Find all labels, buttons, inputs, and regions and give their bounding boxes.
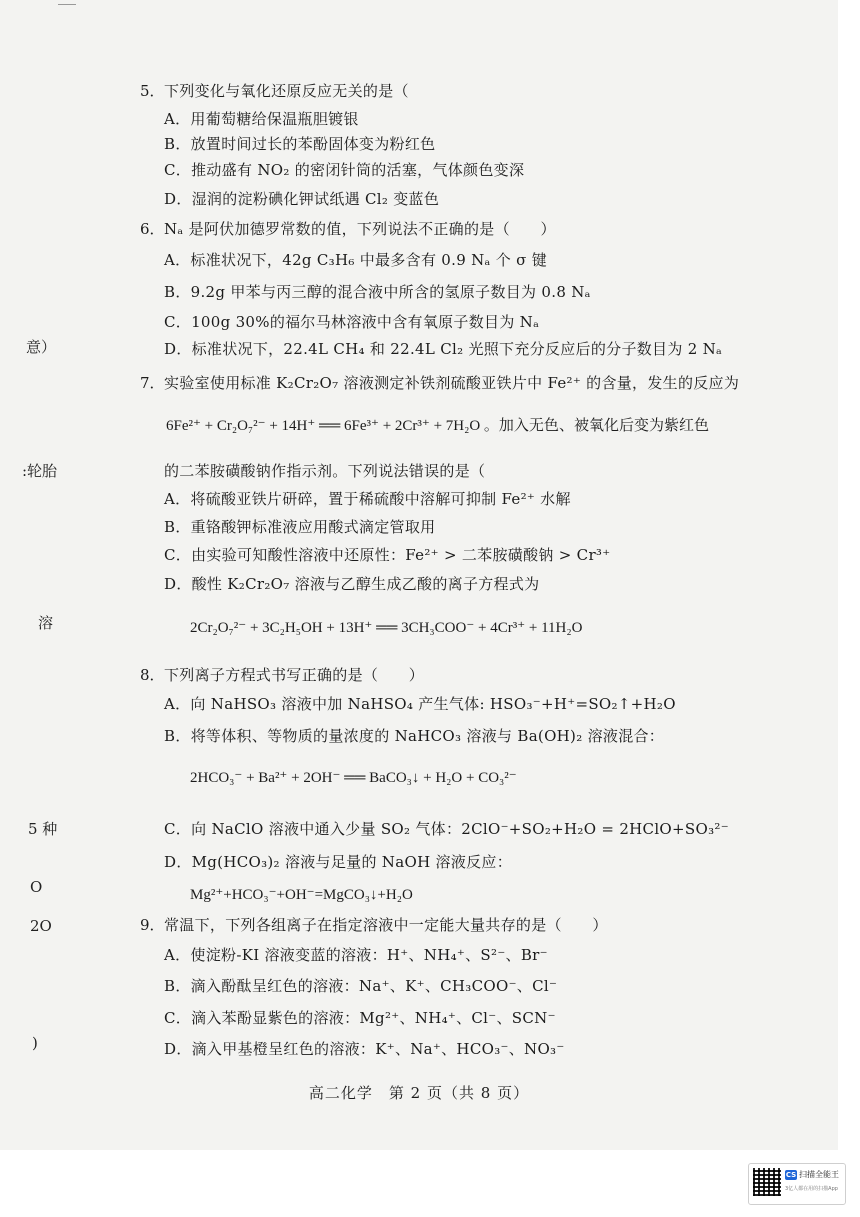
option-d: D．标准状况下，22.4L CH₄ 和 22.4L Cl₂ 光照下充分反应后的分子数目为 2 Nₐ [164,340,723,358]
option-a: A．将硫酸亚铁片研碎，置于稀硫酸中溶解可抑制 Fe²⁺ 水解 [164,490,571,508]
equation: 6Fe²⁺ + Cr₂O₇²⁻ + 14H⁺ ══ 6Fe³⁺ + 2Cr³⁺ + 7H₂O 。加入无色、被氧化后变为紫红色 [166,418,709,434]
option-d: D．Mg(HCO₃)₂ 溶液与足量的 NaOH 溶液反应： [164,853,513,871]
option-d: D．酸性 K₂Cr₂O₇ 溶液与乙醇生成乙酸的离子方程式为 [164,575,540,593]
question-text: 下列变化与氧化还原反应无关的是（ [164,82,409,100]
option-b: B．9.2g 甲苯与丙三醇的混合液中所含的氢原子数目为 0.8 Nₐ [164,283,591,301]
option-b: B．滴入酚酞呈红色的溶液：Na⁺、K⁺、CH₃COO⁻、Cl⁻ [164,977,558,995]
scan-artifact-line [58,4,76,5]
question-text: Nₐ 是阿伏加德罗常数的值，下列说法不正确的是（ ） [164,220,556,238]
scanner-title: 扫描全能王 [799,1170,839,1179]
option-a: A．使淀粉-KI 溶液变蓝的溶液：H⁺、NH₄⁺、S²⁻、Br⁻ [164,946,548,964]
option-b: B．重铬酸钾标准液应用酸式滴定管取用 [164,518,436,536]
question-text: 常温下，下列各组离子在指定溶液中一定能大量共存的是（ ） [164,916,608,934]
equation: 2Cr₂O₇²⁻ + 3C₂H₅OH + 13H⁺ ══ 3CH₃COO⁻ + 4Cr³⁺ + 11H₂O [190,620,583,636]
option-c: C．向 NaClO 溶液中通入少量 SO₂ 气体：2ClO⁻+SO₂+H₂O = 2HClO+SO₃²⁻ [164,820,729,838]
option-a: A．向 NaHSO₃ 溶液中加 NaHSO₄ 产生气体: HSO₃⁻+H⁺=SO₂↑+H₂O [164,695,676,713]
margin-fragment: 2O [30,917,52,935]
equation: 2HCO₃⁻ + Ba²⁺ + 2OH⁻ ══ BaCO₃↓ + H₂O + CO₃²⁻ [190,770,517,786]
option-a: A．用葡萄糖给保温瓶胆镀银 [164,110,359,128]
option-c: C．滴入苯酚显紫色的溶液：Mg²⁺、NH₄⁺、Cl⁻、SCN⁻ [164,1009,556,1027]
option-a: A．标准状况下，42g C₃H₆ 中最多含有 0.9 Nₐ 个 σ 键 [164,251,547,269]
scanner-subtitle: 3亿人都在用的扫描App [785,1186,838,1192]
margin-fragment: ) [32,1034,38,1052]
option-c: C．100g 30%的福尔马林溶液中含有氧原子数目为 Nₐ [164,313,540,331]
margin-fragment: 溶 [38,614,54,632]
option-b: B．将等体积、等物质的量浓度的 NaHCO₃ 溶液与 Ba(OH)₂ 溶液混合： [164,727,665,745]
question-number: 8． [140,666,165,684]
qr-code-icon [753,1168,781,1196]
question-text: 下列离子方程式书写正确的是（ ） [164,666,425,684]
question-number: 9． [140,916,165,934]
question-text: 实验室使用标准 K₂Cr₂O₇ 溶液测定补铁剂硫酸亚铁片中 Fe²⁺ 的含量，发生的反应为 [164,374,740,392]
option-c: C．推动盛有 NO₂ 的密闭针筒的活塞，气体颜色变深 [164,161,525,179]
margin-fragment: O [30,878,43,896]
scanner-watermark [748,1163,846,1205]
question-number: 7． [140,374,165,392]
option-d: D．滴入甲基橙呈红色的溶液：K⁺、Na⁺、HCO₃⁻、NO₃⁻ [164,1040,565,1058]
margin-fragment: 意） [26,338,57,356]
option-b: B．放置时间过长的苯酚固体变为粉红色 [164,135,436,153]
margin-fragment: :轮胎 [22,462,58,480]
margin-fragment: 5 种 [28,820,58,838]
question-text-continued: 的二苯胺磺酸钠作指示剂。下列说法错误的是（ [164,462,486,480]
camscanner-logo-icon: CS [785,1171,797,1179]
equation: Mg²⁺+HCO₃⁻+OH⁻=MgCO₃↓+H₂O [190,887,413,903]
option-d: D．湿润的淀粉碘化钾试纸遇 Cl₂ 变蓝色 [164,190,440,208]
question-number: 6． [140,220,165,238]
option-c: C．由实验可知酸性溶液中还原性：Fe²⁺ > 二苯胺磺酸钠 > Cr³⁺ [164,546,611,564]
question-number: 5． [140,82,165,100]
page-footer: 高二化学 第 2 页（共 8 页） [308,1084,530,1102]
